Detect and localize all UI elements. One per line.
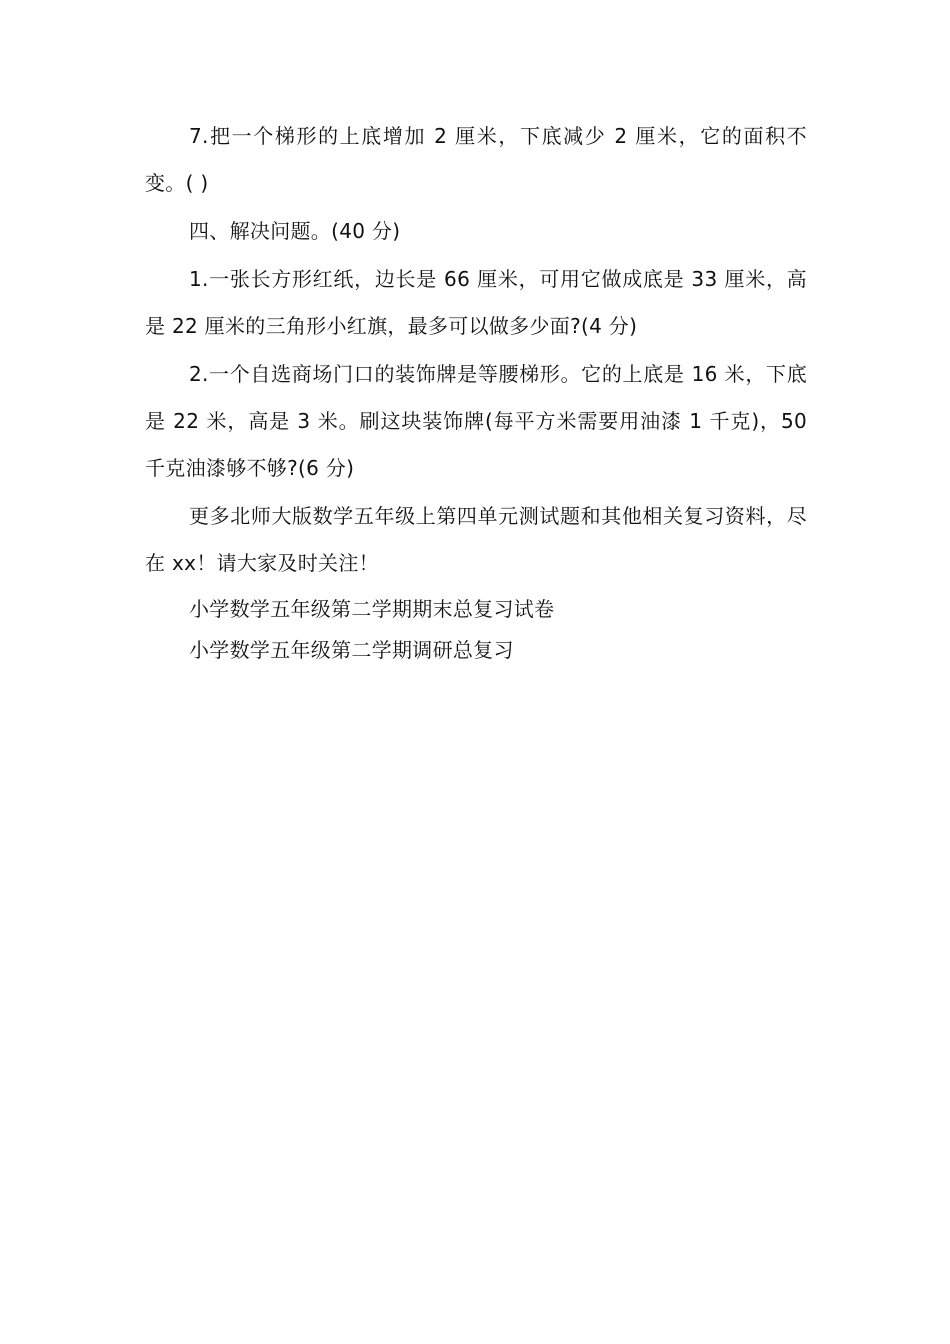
problem-2-trapezoid-sign: 2.一个自选商场门口的装饰牌是等腰梯形。它的上底是 16 米，下底是 22 米，高是 3 米。刷这块装饰牌(每平方米需要用油漆 1 千克)，50 千克油漆够不够?(6 分) bbox=[145, 362, 807, 480]
related-link-final-review[interactable]: 小学数学五年级第二学期期末总复习试卷 bbox=[189, 597, 555, 621]
more-resources-note: 更多北师大版数学五年级上第四单元测试题和其他相关复习资料，尽在 xx！请大家及时关注！ bbox=[145, 504, 807, 575]
problem-1-red-paper-flags: 1.一张长方形红纸，边长是 66 厘米，可用它做成底是 33 厘米，高是 22 厘米的三角形小红旗，最多可以做多少面?(4 分) bbox=[145, 267, 807, 338]
question-7-true-false: 7.把一个梯形的上底增加 2 厘米，下底减少 2 厘米，它的面积不变。( ) bbox=[145, 124, 807, 195]
section-heading-problem-solving: 四、解决问题。(40 分) bbox=[189, 219, 401, 243]
related-link-survey-review[interactable]: 小学数学五年级第二学期调研总复习 bbox=[189, 638, 514, 662]
document-body bbox=[145, 113, 807, 670]
